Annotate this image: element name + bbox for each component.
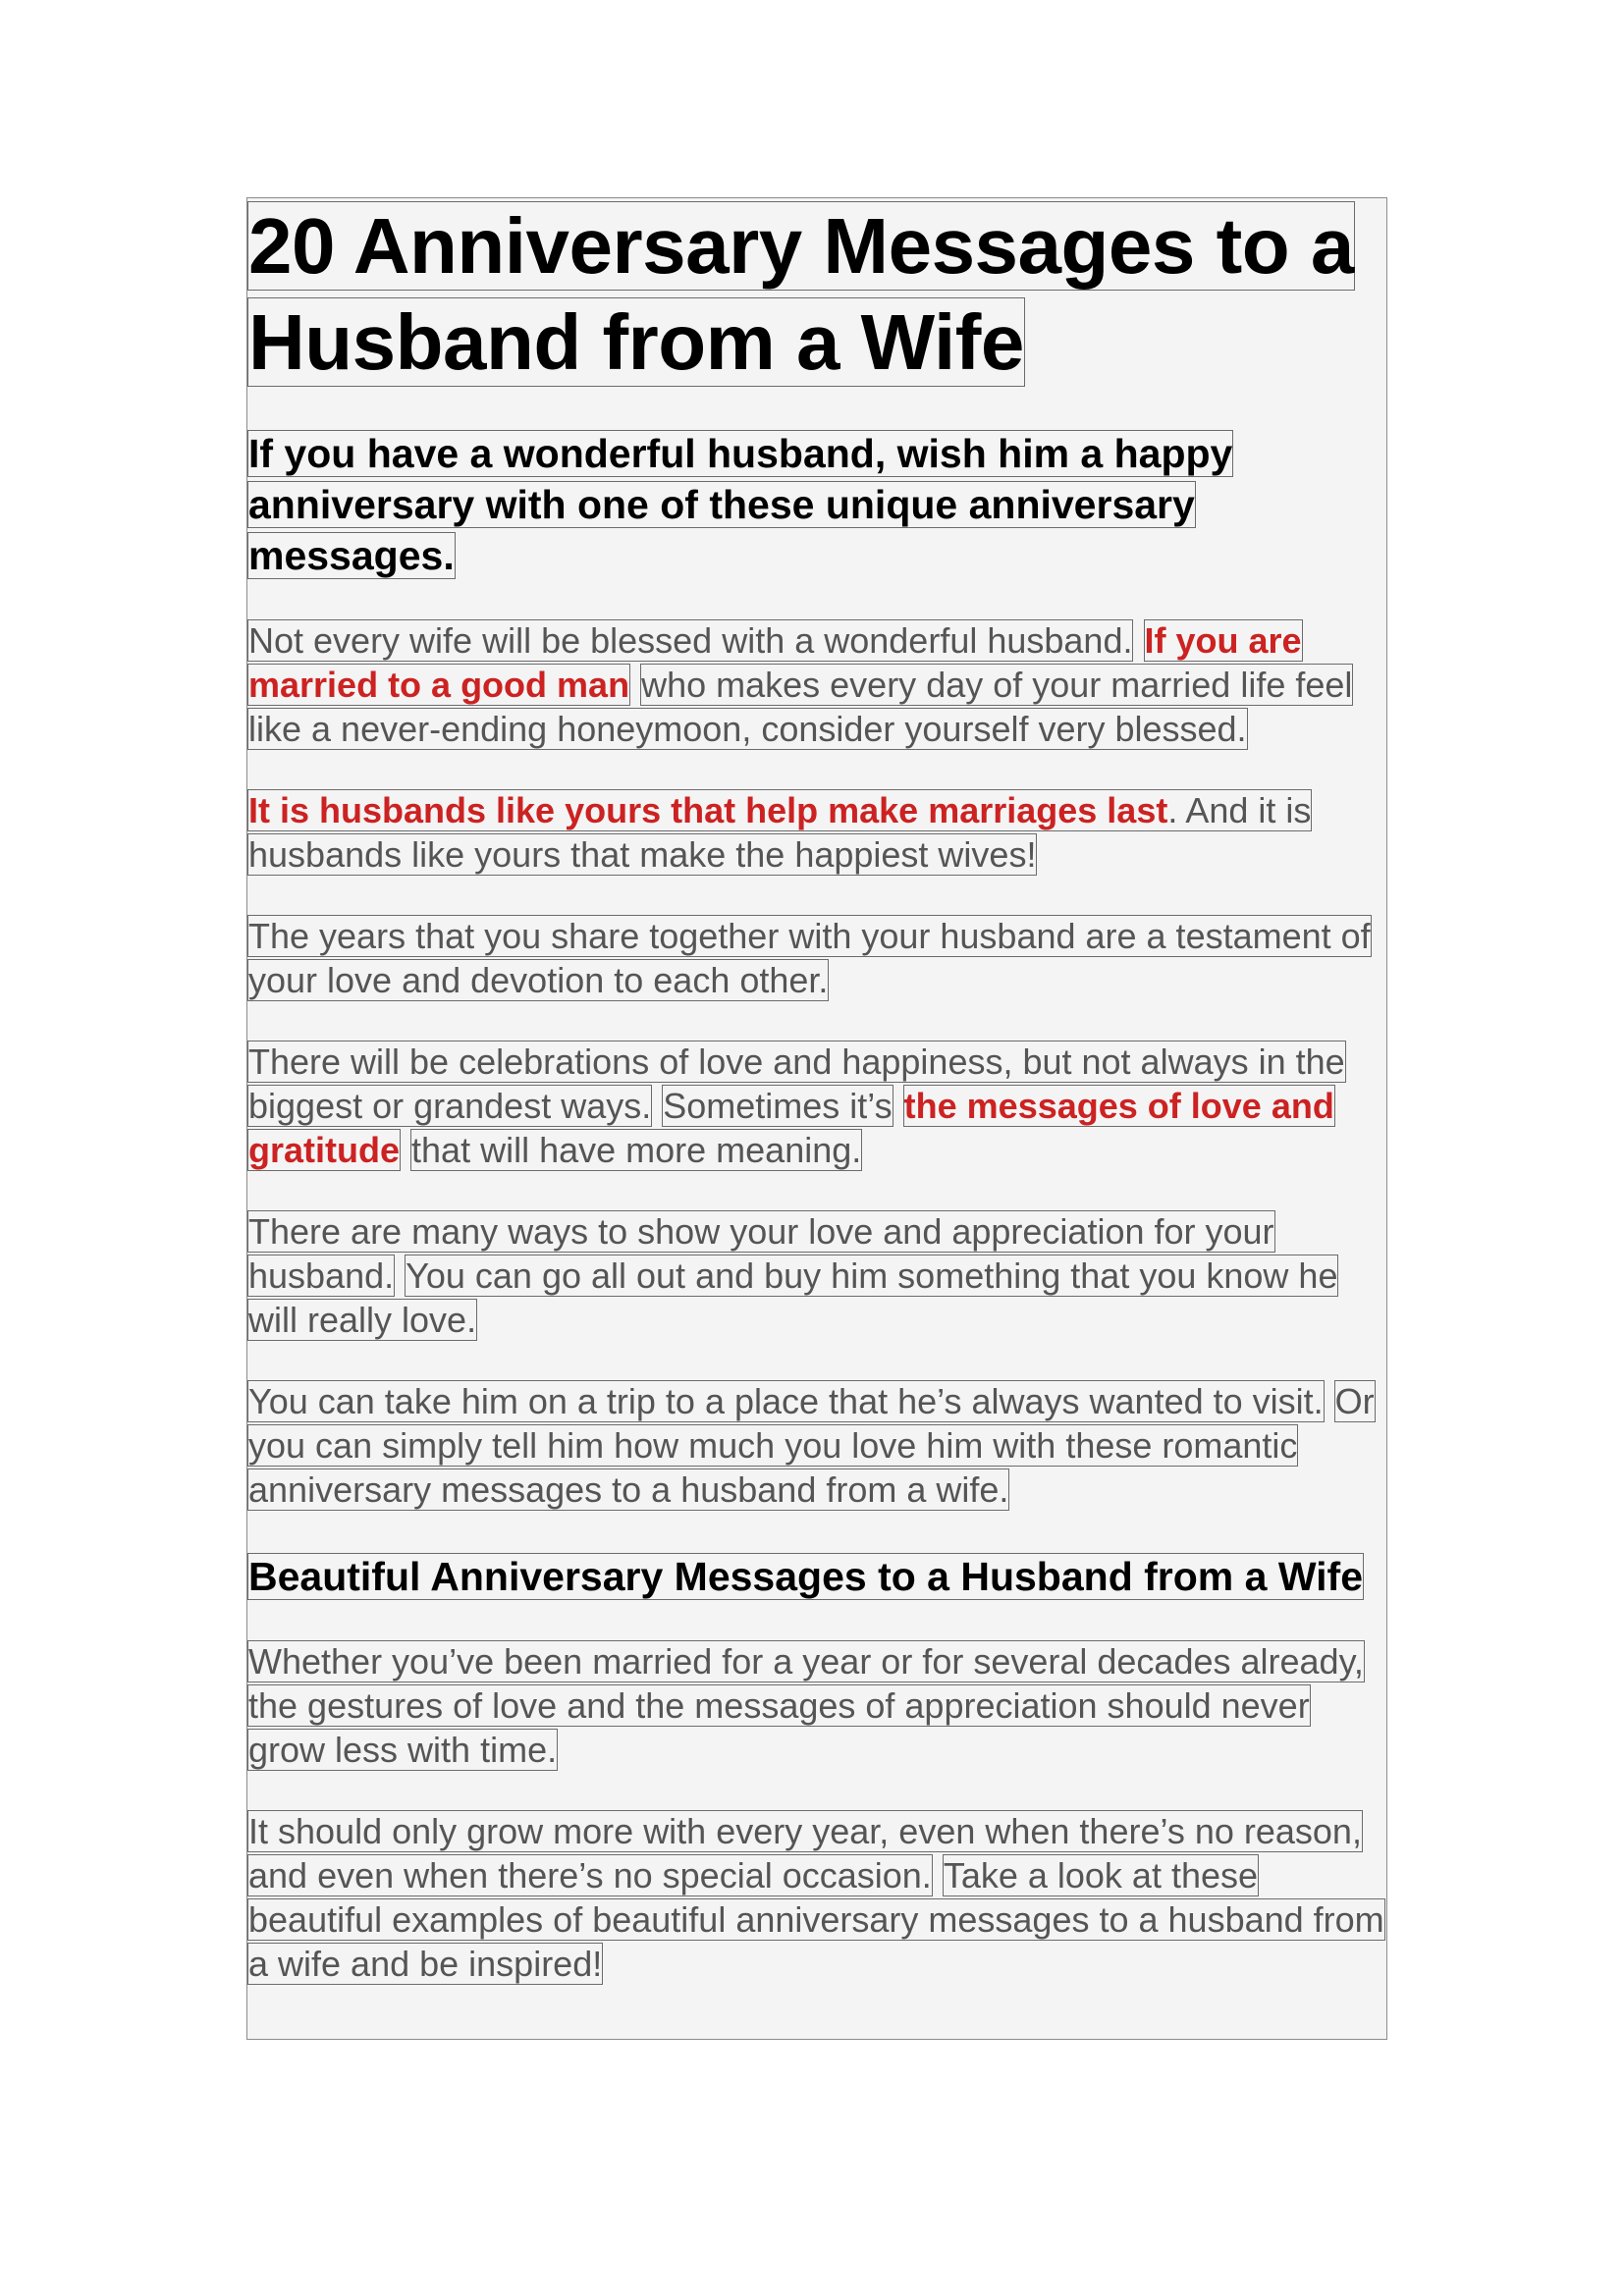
p1-text-c: who makes every day of your married life feel like a never-ending honeymoon, consider yourself very blessed. xyxy=(248,665,1353,749)
title-line-2: Husband from a Wife xyxy=(248,298,1024,386)
p5-text-b: You can go all out and buy him something that you know he will really love. xyxy=(248,1255,1338,1340)
p1-text-a: Not every wife will be blessed with a wonderful husband. xyxy=(248,620,1133,661)
p5-text-a: There are many ways to show your love and appreciation for your husband. xyxy=(248,1211,1274,1296)
paragraph-6 xyxy=(247,1379,1386,1512)
p8-text-a: It should only grow more with every year, even when there’s no reason, and even when there’s no special occasion. xyxy=(248,1811,1362,1896)
article-container xyxy=(246,197,1387,2040)
article-title xyxy=(247,198,1386,391)
paragraph-2 xyxy=(247,788,1386,877)
paragraph-3 xyxy=(247,914,1386,1002)
subheading-text: If you have a wonderful husband, wish him a happy anniversary with one of these unique anniversary messages. xyxy=(248,431,1233,578)
p4-text-a: There will be celebrations of love and happiness, but not always in the biggest or grandest ways. xyxy=(248,1041,1345,1126)
title-line-1: 20 Anniversary Messages to a xyxy=(248,202,1354,290)
paragraph-7 xyxy=(247,1639,1386,1772)
paragraph-8 xyxy=(247,1809,1386,1986)
p1-highlight: If you are married to a good man xyxy=(248,620,1302,705)
p3-text: The years that you share together with your husband are a testament of your love and devotion to each other. xyxy=(248,916,1371,1000)
p7-text: Whether you’ve been married for a year or for several decades already, the gestures of love and the messages of appreciation should never grow less with time. xyxy=(248,1641,1364,1770)
section-heading-text: Beautiful Anniversary Messages to a Husband from a Wife xyxy=(248,1554,1364,1599)
p6-text-b: Or you can simply tell him how much you love him with these romantic anniversary messages to a husband from a wife. xyxy=(248,1381,1375,1510)
section-heading xyxy=(247,1551,1386,1602)
article-subheading xyxy=(247,428,1386,581)
paragraph-1 xyxy=(247,618,1386,751)
paragraph-4 xyxy=(247,1040,1386,1172)
paragraph-5 xyxy=(247,1209,1386,1342)
p2-text-b: . And it is husbands like yours that make the happiest wives! xyxy=(248,790,1312,875)
p8-text-b: Take a look at these beautiful examples of beautiful anniversary messages to a husband from a wife and be inspired! xyxy=(248,1855,1384,1984)
p4-text-b: Sometimes it’s xyxy=(663,1086,893,1126)
p6-text-a: You can take him on a trip to a place that he’s always wanted to visit. xyxy=(248,1381,1324,1421)
p4-highlight: the messages of love and gratitude xyxy=(248,1086,1334,1170)
p2-highlight: It is husbands like yours that help make marriages last xyxy=(248,790,1168,830)
p4-text-d: that will have more meaning. xyxy=(411,1130,862,1170)
